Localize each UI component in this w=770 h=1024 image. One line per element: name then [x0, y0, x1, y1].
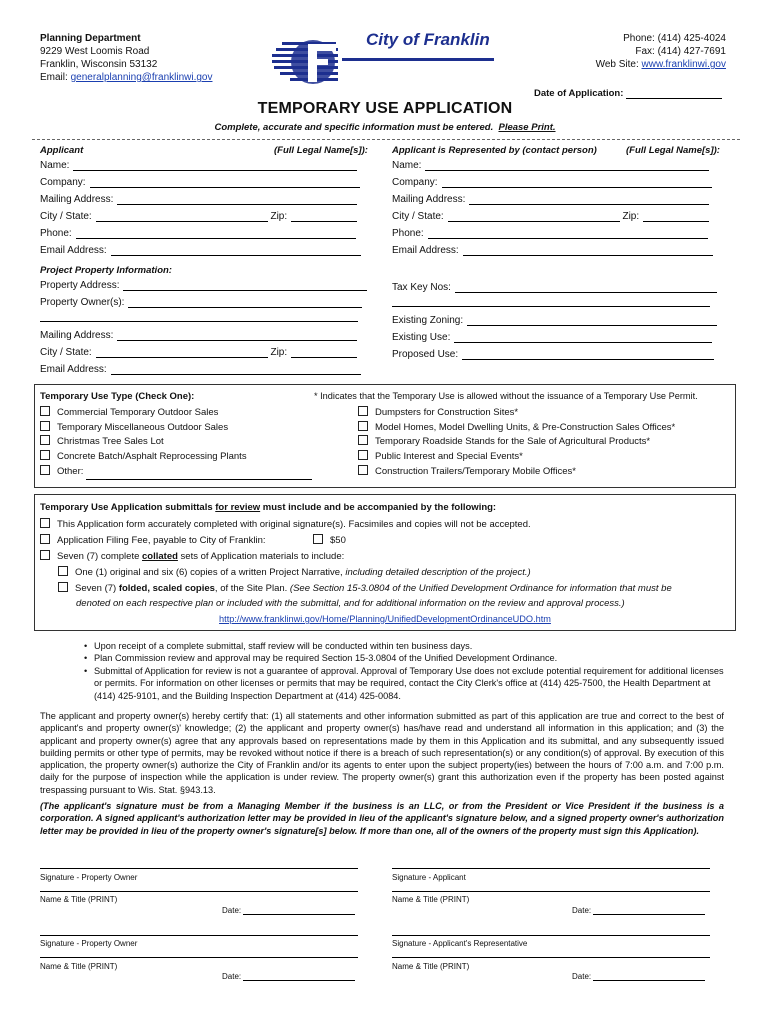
property-email-label: Email Address:: [40, 364, 107, 375]
submittal-item-3b: collated: [142, 551, 178, 562]
applicant-name-label: Name:: [40, 160, 70, 171]
use-option[interactable]: [358, 465, 675, 480]
owner1-name-label: Name & Title (PRINT): [40, 895, 118, 904]
subtitle-print: Please Print.: [498, 122, 556, 133]
rep-legal: (Full Legal Name[s]):: [626, 145, 720, 156]
submittals-heading-b: for review: [215, 502, 261, 513]
notes-list: [84, 640, 724, 702]
use-option[interactable]: [358, 435, 675, 450]
applicant-city-label: City / State:: [40, 211, 92, 222]
applicant-phone-label: Phone:: [40, 228, 72, 239]
use-option-label: Model Homes, Model Dwelling Units, & Pre-Construction Sales Offices*: [375, 421, 676, 433]
submittal-item-3[interactable]: [40, 550, 344, 562]
fee-label: $50: [330, 535, 346, 546]
property-mailing-label: Mailing Address:: [40, 330, 114, 341]
rep-signature-label: Signature - Applicant's Representative: [392, 939, 528, 948]
checkbox[interactable]: [40, 534, 50, 544]
website-link[interactable]: www.franklinwi.gov: [641, 59, 726, 70]
checkbox[interactable]: [58, 582, 68, 592]
submittal-sub-2c: , of the Site Plan.: [214, 583, 290, 594]
use-option[interactable]: [358, 450, 675, 465]
city-logo-text: City of Franklin: [366, 30, 490, 49]
owner1-signature-line[interactable]: [40, 868, 358, 869]
rep-heading: Applicant is Represented by (contact person): [392, 145, 597, 156]
rep-phone-field[interactable]: [428, 229, 708, 239]
rep-date: [572, 972, 705, 981]
submittal-sub-1a: One (1) original and six (6) copies of a written Project Narrative,: [75, 567, 346, 578]
use-option[interactable]: [40, 406, 312, 421]
owner2-name-label: Name & Title (PRINT): [40, 962, 118, 971]
use-option-label: Construction Trailers/Temporary Mobile Offices*: [375, 465, 576, 477]
list-item: • Plan Commission review and approval may be required Section 15-3.0804 of the Unified Development Ordinance.: [84, 652, 724, 664]
rep-company-field[interactable]: [442, 178, 712, 188]
submittal-item-3a: Seven (7) complete: [57, 551, 143, 562]
dept-name: Planning Department: [40, 33, 141, 44]
checkbox[interactable]: [358, 435, 368, 445]
owner2-signature-line[interactable]: [40, 935, 358, 936]
applicant-signature-label: Signature - Applicant: [392, 873, 466, 882]
checkbox[interactable]: [358, 465, 368, 475]
property-address-field[interactable]: [123, 281, 367, 291]
property-city-field[interactable]: [96, 348, 268, 358]
rep-company-label: Company:: [392, 177, 438, 188]
applicant-signature-line[interactable]: [392, 868, 710, 869]
rep-name-label: Name:: [392, 160, 422, 171]
use-option-label: Dumpsters for Construction Sites*: [375, 407, 519, 418]
owner1-date: [222, 906, 355, 915]
owner1-name-line[interactable]: [40, 891, 358, 892]
taxkey-field[interactable]: [455, 283, 717, 293]
submittals-heading-a: Temporary Use Application submittals: [40, 502, 216, 513]
checkbox[interactable]: [313, 534, 323, 544]
date-label: Date:: [572, 906, 592, 915]
property-heading: Project Property Information:: [40, 265, 172, 276]
date-of-application-field[interactable]: [626, 89, 722, 99]
use-option[interactable]: [358, 406, 675, 421]
applicant-mailing-field[interactable]: [117, 195, 357, 205]
list-item: • Submittal of Application for review is not a guarantee of approval. Approval of Temporary Use does not exclude potential requirement for additional licenses or permits. For information on other licenses or permits that may be required, contact the City Clerk's office at (414) 425-7500, the Health Department at (414) 425-9101, and the Building Inspection Department at (414) 425-0084.: [84, 665, 724, 702]
applicant-mailing-label: Mailing Address:: [40, 194, 114, 205]
submittals-heading-c: must include and be accompanied by the following:: [260, 502, 497, 513]
use-option[interactable]: [40, 435, 312, 450]
proposed-use-label: Proposed Use:: [392, 349, 459, 360]
checkbox[interactable]: [358, 450, 368, 460]
email-link[interactable]: generalplanning@franklinwi.gov: [70, 72, 213, 83]
property-mailing-field[interactable]: [117, 331, 357, 341]
applicant-legal: (Full Legal Name[s]):: [274, 145, 368, 156]
property-address-label: Property Address:: [40, 280, 120, 291]
applicant-city-field[interactable]: [96, 212, 268, 222]
use-option[interactable]: [358, 421, 675, 436]
existing-use-field[interactable]: [454, 333, 712, 343]
submittal-sub-2a: Seven (7): [75, 583, 119, 594]
rep-mailing-label: Mailing Address:: [392, 194, 466, 205]
fax: Fax: (414) 427-7691: [635, 46, 726, 57]
submittals-heading: [40, 502, 496, 513]
zoning-label: Existing Zoning:: [392, 315, 464, 326]
subtitle-text: Complete, accurate and specific information must be entered.: [214, 122, 494, 133]
city-logo: [268, 30, 498, 88]
rep-name-field[interactable]: [425, 161, 709, 171]
owner2-signature-label: Signature - Property Owner: [40, 939, 138, 948]
applicant-email-field[interactable]: [111, 246, 361, 256]
checkbox[interactable]: [358, 421, 368, 431]
submittal-item-3c: sets of Application materials to include:: [177, 551, 345, 562]
use-option-label: Temporary Roadside Stands for the Sale of Agricultural Products*: [375, 436, 651, 448]
rep-city-field[interactable]: [448, 212, 620, 222]
property-email-field[interactable]: [111, 365, 361, 375]
checkbox[interactable]: [58, 566, 68, 576]
property-owners-field-2[interactable]: [40, 321, 358, 322]
checkbox[interactable]: [40, 465, 50, 475]
use-option-label: Public Interest and Special Events*: [375, 451, 523, 463]
rep-city-label: City / State:: [392, 211, 444, 222]
applicant-email-label: Email Address:: [40, 245, 107, 256]
rep-email-label: Email Address:: [392, 245, 459, 256]
submittal-sub-2[interactable]: [58, 582, 672, 594]
page-subtitle: [0, 122, 770, 133]
applicant-company-label: Company:: [40, 177, 86, 188]
taxkey-label: Tax Key Nos:: [392, 282, 451, 293]
applicant-date-field[interactable]: [593, 907, 705, 915]
header-phone-block: [596, 32, 726, 71]
applicant-company-field[interactable]: [90, 178, 360, 188]
use-type-right-list: [358, 406, 675, 480]
applicant-name-label: Name & Title (PRINT): [392, 895, 470, 904]
use-option-label: Temporary Miscellaneous Outdoor Sales: [57, 421, 229, 433]
rep-name-label: Name & Title (PRINT): [392, 962, 470, 971]
submittal-sub-2b: folded, scaled copies: [118, 583, 215, 594]
address-line-1: 9229 West Loomis Road: [40, 46, 150, 57]
use-type-left-list: [40, 406, 312, 480]
property-zip-label: Zip:: [270, 347, 288, 358]
certification-text: The applicant and property owner(s) hereby certify that: (1) all statements and other information submitted as part of this application are true and correct to the best of applicant's and property owner(s)' knowledge; (2) the applicant and property owner(s) has/have read and understand all information in this application; and (3) the applicant and property owner(s) agree that any approvals based on representations made by them in this Application and its submittal, and any subsequently issued building permits or other type of permits, may be revoked without notice if there is a breach of such representation(s) or any condition(s) of approval. By execution of this application, the property owner(s) authorize the City of Franklin and/or its agents to enter upon the subject property(ies) between the hours of 7:00 a.m. and 7:00 p.m. daily for the purpose of inspection while the application is under review. The property owner(s) grant this authorization even if the property has been posted against trespassing pursuant to Wis. Stat. §943.13.: [40, 711, 724, 795]
header-contact-block: [40, 32, 212, 84]
rep-email-field[interactable]: [463, 246, 713, 256]
fee-option[interactable]: [313, 534, 346, 546]
checkbox[interactable]: [40, 406, 50, 416]
rep-date-field[interactable]: [593, 973, 705, 981]
use-option-label: Christmas Tree Sales Lot: [57, 436, 164, 448]
applicant-name-field[interactable]: [73, 161, 357, 171]
date-of-application: [534, 88, 722, 99]
submittal-item-2-label: Application Filing Fee, payable to City of Franklin:: [57, 535, 266, 546]
checkbox[interactable]: [40, 518, 50, 528]
list-item: • Upon receipt of a complete submittal, staff review will be conducted within ten business days.: [84, 640, 724, 652]
submittal-sub-1[interactable]: [58, 566, 531, 578]
rep-zip-field[interactable]: [643, 212, 709, 222]
checkbox[interactable]: [40, 450, 50, 460]
owner2-name-line[interactable]: [40, 957, 358, 958]
address-line-2: Franklin, Wisconsin 53132: [40, 59, 158, 70]
use-option-label: Concrete Batch/Asphalt Reprocessing Plants: [57, 451, 247, 463]
phone: Phone: (414) 425-4024: [623, 33, 726, 44]
owner1-date-field[interactable]: [243, 907, 355, 915]
page-title: TEMPORARY USE APPLICATION: [257, 100, 513, 117]
checkbox[interactable]: [40, 550, 50, 560]
rep-name-line[interactable]: [392, 957, 710, 958]
property-zip-field[interactable]: [291, 348, 357, 358]
applicant-zip-field[interactable]: [291, 212, 357, 222]
owner2-date-field[interactable]: [243, 973, 355, 981]
applicant-phone-field[interactable]: [76, 229, 356, 239]
date-label: Date:: [222, 906, 242, 915]
date-label: Date:: [222, 972, 242, 981]
owner2-date: [222, 972, 355, 981]
applicant-zip-label: Zip:: [270, 211, 288, 222]
applicant-heading: Applicant: [40, 145, 84, 156]
checkbox[interactable]: [40, 421, 50, 431]
proposed-use-field[interactable]: [462, 350, 714, 360]
other-field[interactable]: [86, 470, 312, 480]
udo-link-wrap: [0, 614, 770, 624]
applicant-date: [572, 906, 705, 915]
submittal-sub-1b: including detailed description of the project.): [345, 567, 531, 578]
submittal-sub-2d: (See Section 15-3.0804 of the Unified Development Ordinance for information that must be: [289, 583, 672, 594]
checkbox[interactable]: [358, 406, 368, 416]
property-owners-field[interactable]: [128, 298, 362, 308]
property-city-label: City / State:: [40, 347, 92, 358]
udo-link[interactable]: http://www.franklinwi.gov/Home/Planning/UnifiedDevelopmentOrdinanceUDO.htm: [219, 614, 551, 624]
use-option-label: Other:: [57, 465, 84, 477]
date-label: Date:: [572, 972, 592, 981]
rep-phone-label: Phone:: [392, 228, 424, 239]
use-type-heading: Temporary Use Type (Check One):: [40, 391, 195, 402]
signature-note: (The applicant's signature must be from a Managing Member if the business is an LLC, or from the President or Vice President if the business is a corporation. A signed applicant's authorization letter may be provided in lieu of the applicant's signature below, and a signed property owner's authorization letter may be provided in lieu of the property owner's signature[s] below. If more than one, all of the owners of the property must sign this Application).: [40, 801, 724, 836]
property-owners-label: Property Owner(s):: [40, 297, 125, 308]
applicant-name-line[interactable]: [392, 891, 710, 892]
date-of-application-label: Date of Application:: [533, 88, 624, 99]
use-type-note: * Indicates that the Temporary Use is allowed without the issuance of a Temporary Use Permit.: [314, 391, 698, 401]
rep-zip-label: Zip:: [622, 211, 640, 222]
use-option-label: Commercial Temporary Outdoor Sales: [57, 407, 219, 418]
existing-use-label: Existing Use:: [392, 332, 451, 343]
rep-signature-line[interactable]: [392, 935, 710, 936]
divider: [32, 139, 740, 140]
owner1-signature-label: Signature - Property Owner: [40, 873, 138, 882]
submittal-item-1-label: This Application form accurately completed with original signature(s). Facsimiles and copies will not be accepted.: [57, 519, 531, 530]
rep-mailing-field[interactable]: [469, 195, 709, 205]
submittals-box: [34, 494, 736, 631]
use-option[interactable]: [40, 450, 312, 465]
zoning-field[interactable]: [467, 316, 717, 326]
submittal-item-2[interactable]: [40, 534, 266, 546]
website-label: Web Site:: [595, 59, 639, 70]
submittal-sub-2e: denoted on each respective plan or included with the submittal, and for additional information on the review and approval process.): [76, 598, 625, 609]
use-option[interactable]: [40, 421, 312, 436]
submittal-item-1[interactable]: [40, 518, 531, 530]
checkbox[interactable]: [40, 435, 50, 445]
taxkey-field-2[interactable]: [392, 306, 710, 307]
use-option-other[interactable]: [40, 465, 312, 480]
email-label: Email:: [40, 72, 68, 83]
